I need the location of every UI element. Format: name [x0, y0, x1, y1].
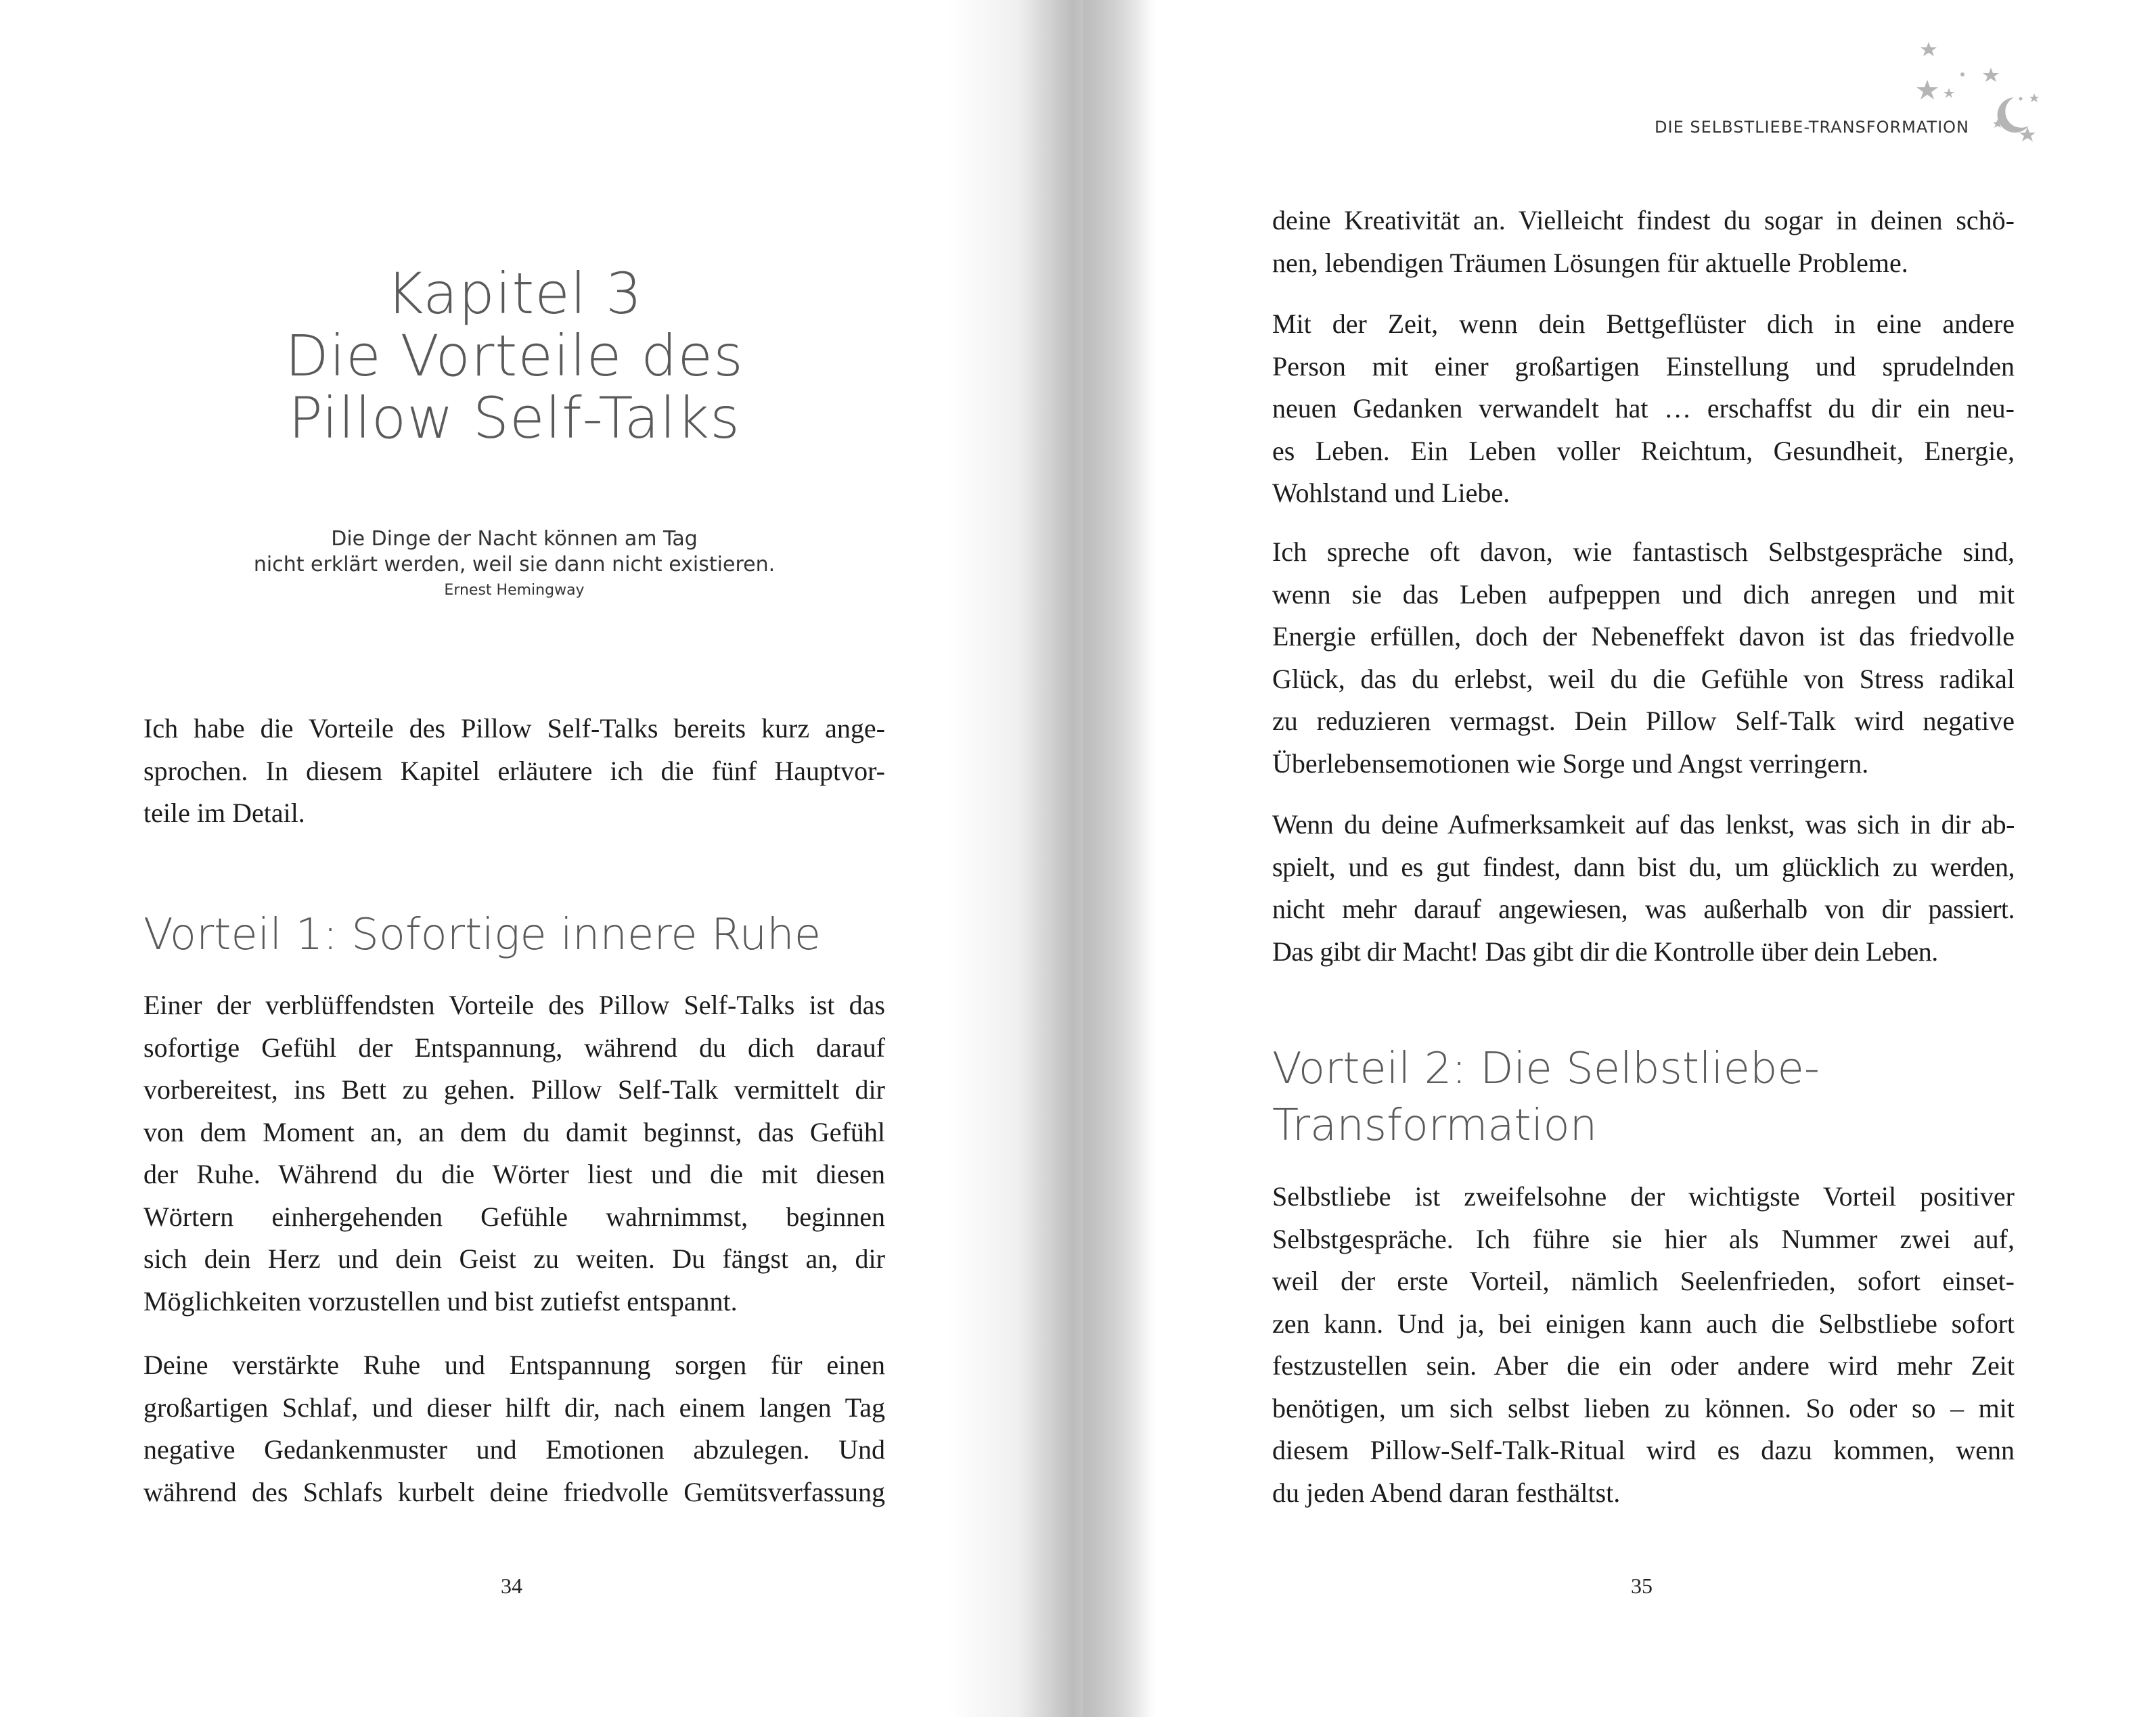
- right-paragraph-1: [1272, 200, 2015, 284]
- text-line: diesem Pillow-Self-Talk-Ritual wird es dazu kommen, wenn: [1272, 1435, 2015, 1465]
- intro-paragraph: [143, 708, 885, 835]
- epigraph: [142, 526, 886, 601]
- text-line: sich dein Herz und dein Geist zu weiten. Du fängst an, dir: [143, 1243, 885, 1274]
- text-line: vorbereitest, ins Bett zu gehen. Pillow Self-Talk vermittelt dir: [143, 1074, 885, 1105]
- text-line: festzustellen sein. Aber die ein oder andere wird mehr Zeit: [1272, 1350, 2015, 1381]
- text-line: weil der erste Vorteil, nämlich Seelenfrieden, sofort einset-: [1272, 1266, 2015, 1296]
- epigraph-line: nicht erklärt werden, weil sie dann nicht existieren.: [253, 553, 776, 576]
- text-line: deine Kreativität an. Vielleicht findest du sogar in deinen schö-: [1272, 205, 2015, 235]
- text-line: Wenn du deine Aufmerksamkeit auf das lenkst, was sich in dir ab-: [1272, 809, 2015, 840]
- text-line: großartigen Schlaf, und dieser hilft dir, nach einem langen Tag: [143, 1392, 885, 1423]
- moon-icon: [1998, 97, 2029, 133]
- section-heading-line: Vorteil 2: Die Selbstliebe-: [1272, 1044, 1820, 1094]
- text-line: Überlebensemotionen wie Sorge und Angst verringern.: [1272, 748, 1869, 779]
- text-line: zu reduzieren vermagst. Dein Pillow Self-Talk wird negative: [1272, 706, 2015, 736]
- section-heading-line: Transformation: [1272, 1101, 1598, 1151]
- chapter-title-line: Die Vorteile des: [285, 323, 744, 389]
- star-icon: [1983, 68, 1999, 82]
- text-line: teile im Detail.: [143, 798, 305, 828]
- text-line: Ich spreche oft davon, wie fantastisch Selbstgespräche sind,: [1272, 536, 2015, 567]
- section2-paragraph-1: [1272, 1176, 2015, 1514]
- right-paragraph-3: [1272, 531, 2015, 785]
- text-line: Deine verstärkte Ruhe und Entspannung sorgen für einen: [143, 1350, 885, 1380]
- text-line: Selbstliebe ist zweifelsohne der wichtigste Vorteil positiver: [1272, 1181, 2015, 1212]
- text-line: du jeden Abend daran festhältst.: [1272, 1477, 1621, 1508]
- text-line: nicht mehr darauf angewiesen, was außerhalb von dir passiert.: [1272, 894, 2015, 924]
- text-line: sprochen. In diesem Kapitel erläutere ich die fünf Hauptvor-: [143, 755, 885, 786]
- text-line: Selbstgespräche. Ich führe sie hier als Nummer zwei auf,: [1272, 1223, 2015, 1254]
- left-page: [0, 0, 1002, 1717]
- text-line: sofortige Gefühl der Entspannung, während du dich darauf: [143, 1032, 885, 1063]
- section-heading-vorteil-2: [1272, 1040, 1820, 1154]
- text-line: Person mit einer großartigen Einstellung und sprudelnden: [1272, 350, 2015, 382]
- star-icon: [1944, 88, 1954, 98]
- text-line: nen, lebendigen Träumen Lösungen für aktuelle Probleme.: [1272, 247, 1908, 278]
- book-gutter-edge: [1083, 0, 1157, 1717]
- chapter-title-line: Pillow Self-Talks: [288, 385, 740, 451]
- text-line: Einer der verblüffendsten Vorteile des Pillow Self-Talks ist das: [143, 990, 885, 1020]
- text-line: Wörtern einhergehenden Gefühle wahrnimmst, beginnen: [143, 1201, 885, 1232]
- text-line: Möglichkeiten vorzustellen und bist zutiefst entspannt.: [143, 1285, 738, 1317]
- text-line: Ich habe die Vorteile des Pillow Self-Talks bereits kurz ange-: [143, 713, 885, 743]
- chapter-title: [142, 262, 886, 449]
- text-line: während des Schlafs kurbelt deine friedvolle Gemütsverfassung: [143, 1476, 885, 1507]
- epigraph-author: Ernest Hemingway: [444, 582, 585, 599]
- text-line: Wohlstand und Liebe.: [1272, 478, 1510, 508]
- text-line: Energie erfüllen, doch der Nebeneffekt davon ist das friedvolle: [1272, 621, 2015, 651]
- page-number-right: 35: [1631, 1574, 1653, 1598]
- text-line: Das gibt dir Macht! Das gibt dir die Kontrolle über dein Leben.: [1272, 936, 1938, 967]
- page-number-left: 34: [501, 1574, 522, 1598]
- text-line: zen kann. Und ja, bei einigen kann auch die Selbstliebe sofort: [1272, 1308, 2015, 1339]
- text-line: wenn sie das Leben aufpeppen und dich anregen und mit: [1272, 578, 2015, 610]
- text-line: benötigen, um sich selbst lieben zu können. So oder so – mit: [1272, 1392, 2015, 1423]
- running-head: DIE SELBSTLIEBE-TRANSFORMATION: [1655, 118, 1969, 137]
- star-icon: [1960, 72, 1964, 76]
- right-paragraph-4: [1272, 804, 2015, 973]
- section1-paragraph-1: [143, 984, 885, 1323]
- chapter-number: Kapitel 3: [386, 260, 643, 327]
- text-line: von dem Moment an, an dem du damit beginnst, das Gefühl: [143, 1116, 885, 1147]
- star-icon: [2019, 97, 2023, 101]
- right-paragraph-2: [1272, 303, 2015, 515]
- text-line: spielt, und es gut findest, dann bist du, um glücklich zu werden,: [1272, 851, 2015, 882]
- epigraph-line: Die Dinge der Nacht können am Tag: [331, 527, 698, 551]
- text-line: der Ruhe. Während du die Wörter liest und die mit diesen: [143, 1159, 885, 1189]
- text-line: neuen Gedanken verwandelt hat … erschaffst du dir ein neu-: [1272, 393, 2015, 423]
- star-icon: [2029, 93, 2039, 102]
- text-line: Mit der Zeit, wenn dein Bettgeflüster dich in eine andere: [1272, 308, 2015, 339]
- text-line: Glück, das du erlebst, weil du die Gefühle von Stress radikal: [1272, 663, 2015, 694]
- star-icon: [1916, 80, 1938, 99]
- text-line: es Leben. Ein Leben voller Reichtum, Gesundheit, Energie,: [1272, 435, 2015, 466]
- text-line: negative Gedankenmuster und Emotionen abzulegen. Und: [143, 1434, 885, 1465]
- star-icon: [1921, 42, 1937, 56]
- section-heading-vorteil-1: Vorteil 1: Sofortige innere Ruhe: [143, 910, 822, 960]
- section1-paragraph-2: [143, 1344, 885, 1513]
- stars-moon-decoration: [1895, 34, 2050, 156]
